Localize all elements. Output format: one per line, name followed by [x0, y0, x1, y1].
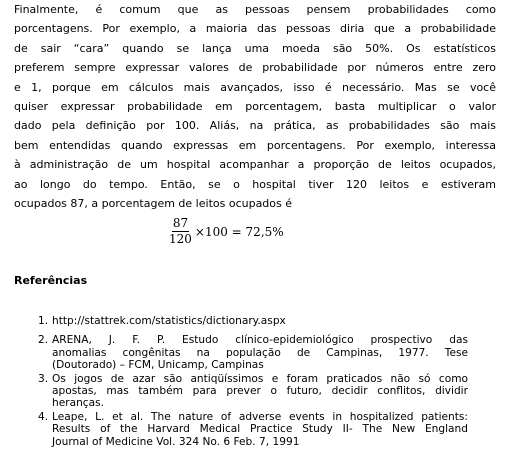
- reference-text: [52, 334, 468, 371]
- reference-item: [38, 411, 468, 448]
- reference-line: heranças.: [52, 397, 104, 410]
- formula-result: ×100 = 72,5%: [194, 224, 284, 239]
- reference-line: ARENA, J. F. P. Estudo clínico-epidemiológico prospectivo das: [52, 334, 468, 347]
- fraction-numerator: 87: [172, 216, 189, 230]
- paragraph-line: dado pela definição por 100. Aliás, na prática, as probabilidades são mais: [14, 119, 496, 133]
- paragraph-line: à administração de um hospital acompanhar a proporção de leitos ocupados,: [14, 158, 496, 172]
- paragraph-line: e 1, porque em cálculos mais avançados, isso é necessário. Mas se você: [14, 80, 496, 94]
- paragraph-line: ao longo do tempo. Então, se o hospital tiver 120 leitos e estiveram: [14, 177, 496, 191]
- reference-number: 1.: [38, 315, 49, 327]
- body-paragraph: [14, 0, 496, 213]
- reference-line: Results of the Harvard Medical Practice Study II- The New England: [52, 423, 468, 436]
- reference-link[interactable]: http://stattrek.com/statistics/dictionary.aspx: [52, 315, 286, 327]
- reference-item: [38, 315, 468, 327]
- references-list: [38, 315, 468, 448]
- paragraph-line: preferem sempre expressar valores de probabilidade por números entre zero: [14, 61, 496, 75]
- reference-line: (Doutorado) – FCM, Unicamp, Campinas: [52, 359, 264, 372]
- paragraph-line: quiser expressar probabilidade em porcentagem, basta multiplicar o valor: [14, 100, 496, 114]
- paragraph-line: ocupados 87, a porcentagem de leitos ocupados é: [14, 197, 293, 211]
- reference-line: apostas, mas também para prever o futuro, decidir conflitos, dividir: [52, 385, 468, 398]
- fraction-denominator: 120: [169, 232, 192, 246]
- references-heading: Referências: [14, 274, 88, 287]
- paragraph-line: Finalmente, é comum que as pessoas pensem probabilidades como: [14, 3, 496, 16]
- reference-text: [52, 373, 468, 410]
- reference-number: 2.: [38, 334, 49, 347]
- reference-text: [52, 315, 468, 327]
- reference-line: Journal of Medicine Vol. 324 No. 6 Feb. 7, 1991: [52, 435, 300, 448]
- paragraph-line: porcentagens. Por exemplo, a maioria das pessoas diria que a probabilidade: [14, 22, 496, 36]
- paragraph-line: de sair “cara” quando se lança uma moeda são 50%. Os estatísticos: [14, 41, 496, 55]
- percentage-formula: [169, 217, 284, 246]
- paragraph-line: bem entendidas quando expressas em porcentagens. Por exemplo, interessa: [14, 138, 496, 152]
- reference-item: [38, 373, 468, 410]
- reference-line: anomalias congênitas na população de Campinas, 1977. Tese: [52, 346, 468, 359]
- fraction: [169, 217, 192, 246]
- reference-number: 3.: [38, 372, 49, 385]
- reference-line: Leape, L. et al. The nature of adverse events in hospitalized patients:: [52, 410, 468, 423]
- reference-item: [38, 334, 468, 371]
- reference-number: 4.: [38, 410, 49, 423]
- reference-line: Os jogos de azar são antiqüíssimos e foram praticados não só como: [52, 372, 468, 385]
- reference-text: [52, 411, 468, 448]
- document-page: [14, 0, 496, 448]
